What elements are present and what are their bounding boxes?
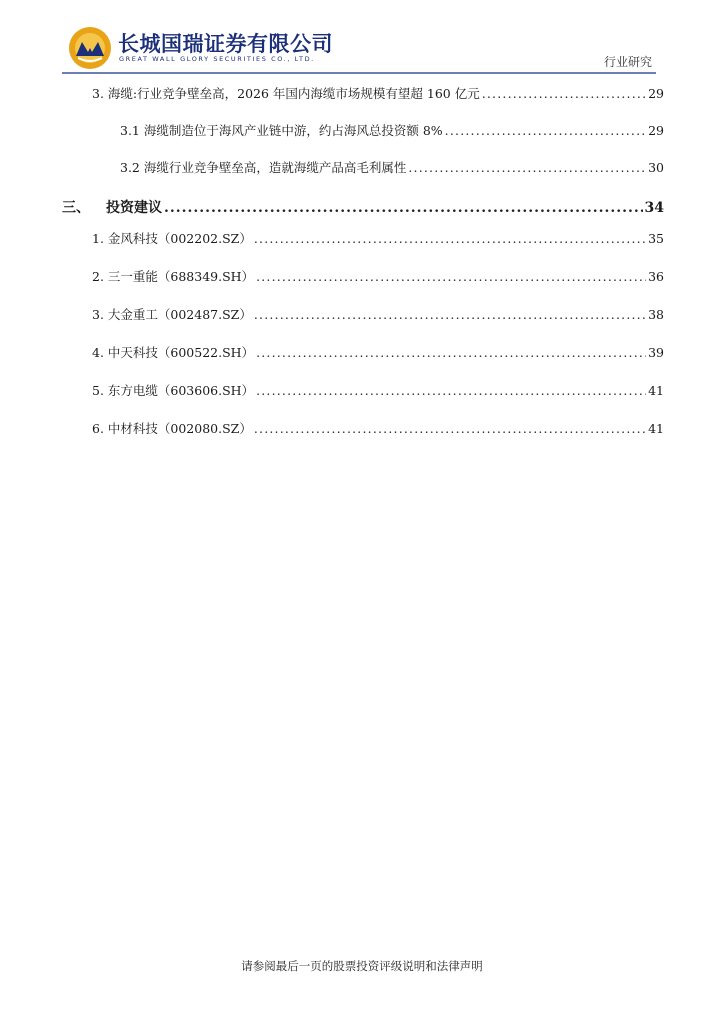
- toc-entry-label: 5. 东方电缆（603606.SH）: [92, 383, 255, 398]
- toc-entry-label: 6. 中材科技（002080.SZ）: [92, 421, 252, 436]
- toc-entry-page: 36: [648, 269, 664, 284]
- page-header: [0, 0, 724, 80]
- toc-entry[interactable]: [92, 267, 664, 285]
- toc-entry[interactable]: [92, 343, 664, 361]
- toc-dot-leader: [256, 269, 646, 284]
- report-type-label: 行业研究: [603, 55, 652, 69]
- toc-dot-leader: [256, 345, 646, 360]
- toc-dot-leader: [408, 160, 646, 175]
- toc-entry-label: 3.2 海缆行业竞争壁垒高，造就海缆产品高毛利属性: [120, 160, 407, 175]
- toc-entry[interactable]: [92, 84, 664, 102]
- toc-dot-leader: [482, 86, 646, 101]
- toc-entry-page: 29: [648, 123, 664, 138]
- toc-dot-leader: [445, 123, 646, 138]
- toc-entry-label: 3. 海缆:行业竞争壁垒高，2026 年国内海缆市场规模有望超 160 亿元: [92, 86, 480, 101]
- toc-entry-label: 3.1 海缆制造位于海风产业链中游，约占海风总投资额 8%: [120, 123, 443, 138]
- toc-entry-page: 39: [648, 345, 664, 360]
- toc-chapter-title: 投资建议: [106, 200, 162, 216]
- toc-entry-page: 41: [648, 421, 664, 436]
- great-wall-logo-icon: [68, 26, 112, 70]
- toc-dot-leader: [254, 307, 646, 322]
- toc-entry-page: 29: [648, 86, 664, 101]
- company-name-en: GREAT WALL GLORY SECURITIES CO., LTD.: [119, 55, 315, 63]
- toc-dot-leader: [254, 421, 646, 436]
- toc-dot-leader: [256, 383, 646, 398]
- company-name-cn: 长城国瑞证券有限公司: [118, 32, 333, 56]
- footer-disclaimer: 请参阅最后一页的股票投资评级说明和法律声明: [241, 959, 483, 973]
- toc-entry-label: 2. 三一重能（688349.SH）: [92, 269, 255, 284]
- toc-entry[interactable]: [92, 381, 664, 399]
- toc-chapter-label: [62, 197, 162, 217]
- toc-entry[interactable]: [120, 158, 664, 176]
- toc-entry-page: 34: [644, 200, 664, 216]
- toc-entry[interactable]: [92, 229, 664, 247]
- toc-entry-page: 38: [648, 307, 664, 322]
- toc-chapter-number: 三、: [62, 200, 90, 216]
- toc-entry[interactable]: [120, 121, 664, 139]
- toc-entry[interactable]: [92, 419, 664, 437]
- toc-chapter-entry[interactable]: [62, 197, 664, 217]
- header-divider: [62, 72, 656, 74]
- toc-entry-label: 1. 金风科技（002202.SZ）: [92, 231, 252, 246]
- toc-dot-leader: [254, 231, 646, 246]
- toc-entry-label: 4. 中天科技（600522.SH）: [92, 345, 255, 360]
- toc-entry-page: 35: [648, 231, 664, 246]
- toc-entry-page: 41: [648, 383, 664, 398]
- toc-entry-label: 3. 大金重工（002487.SZ）: [92, 307, 252, 322]
- toc-dot-leader: [164, 200, 643, 216]
- toc-entry[interactable]: [92, 305, 664, 323]
- toc-entry-page: 30: [648, 160, 664, 175]
